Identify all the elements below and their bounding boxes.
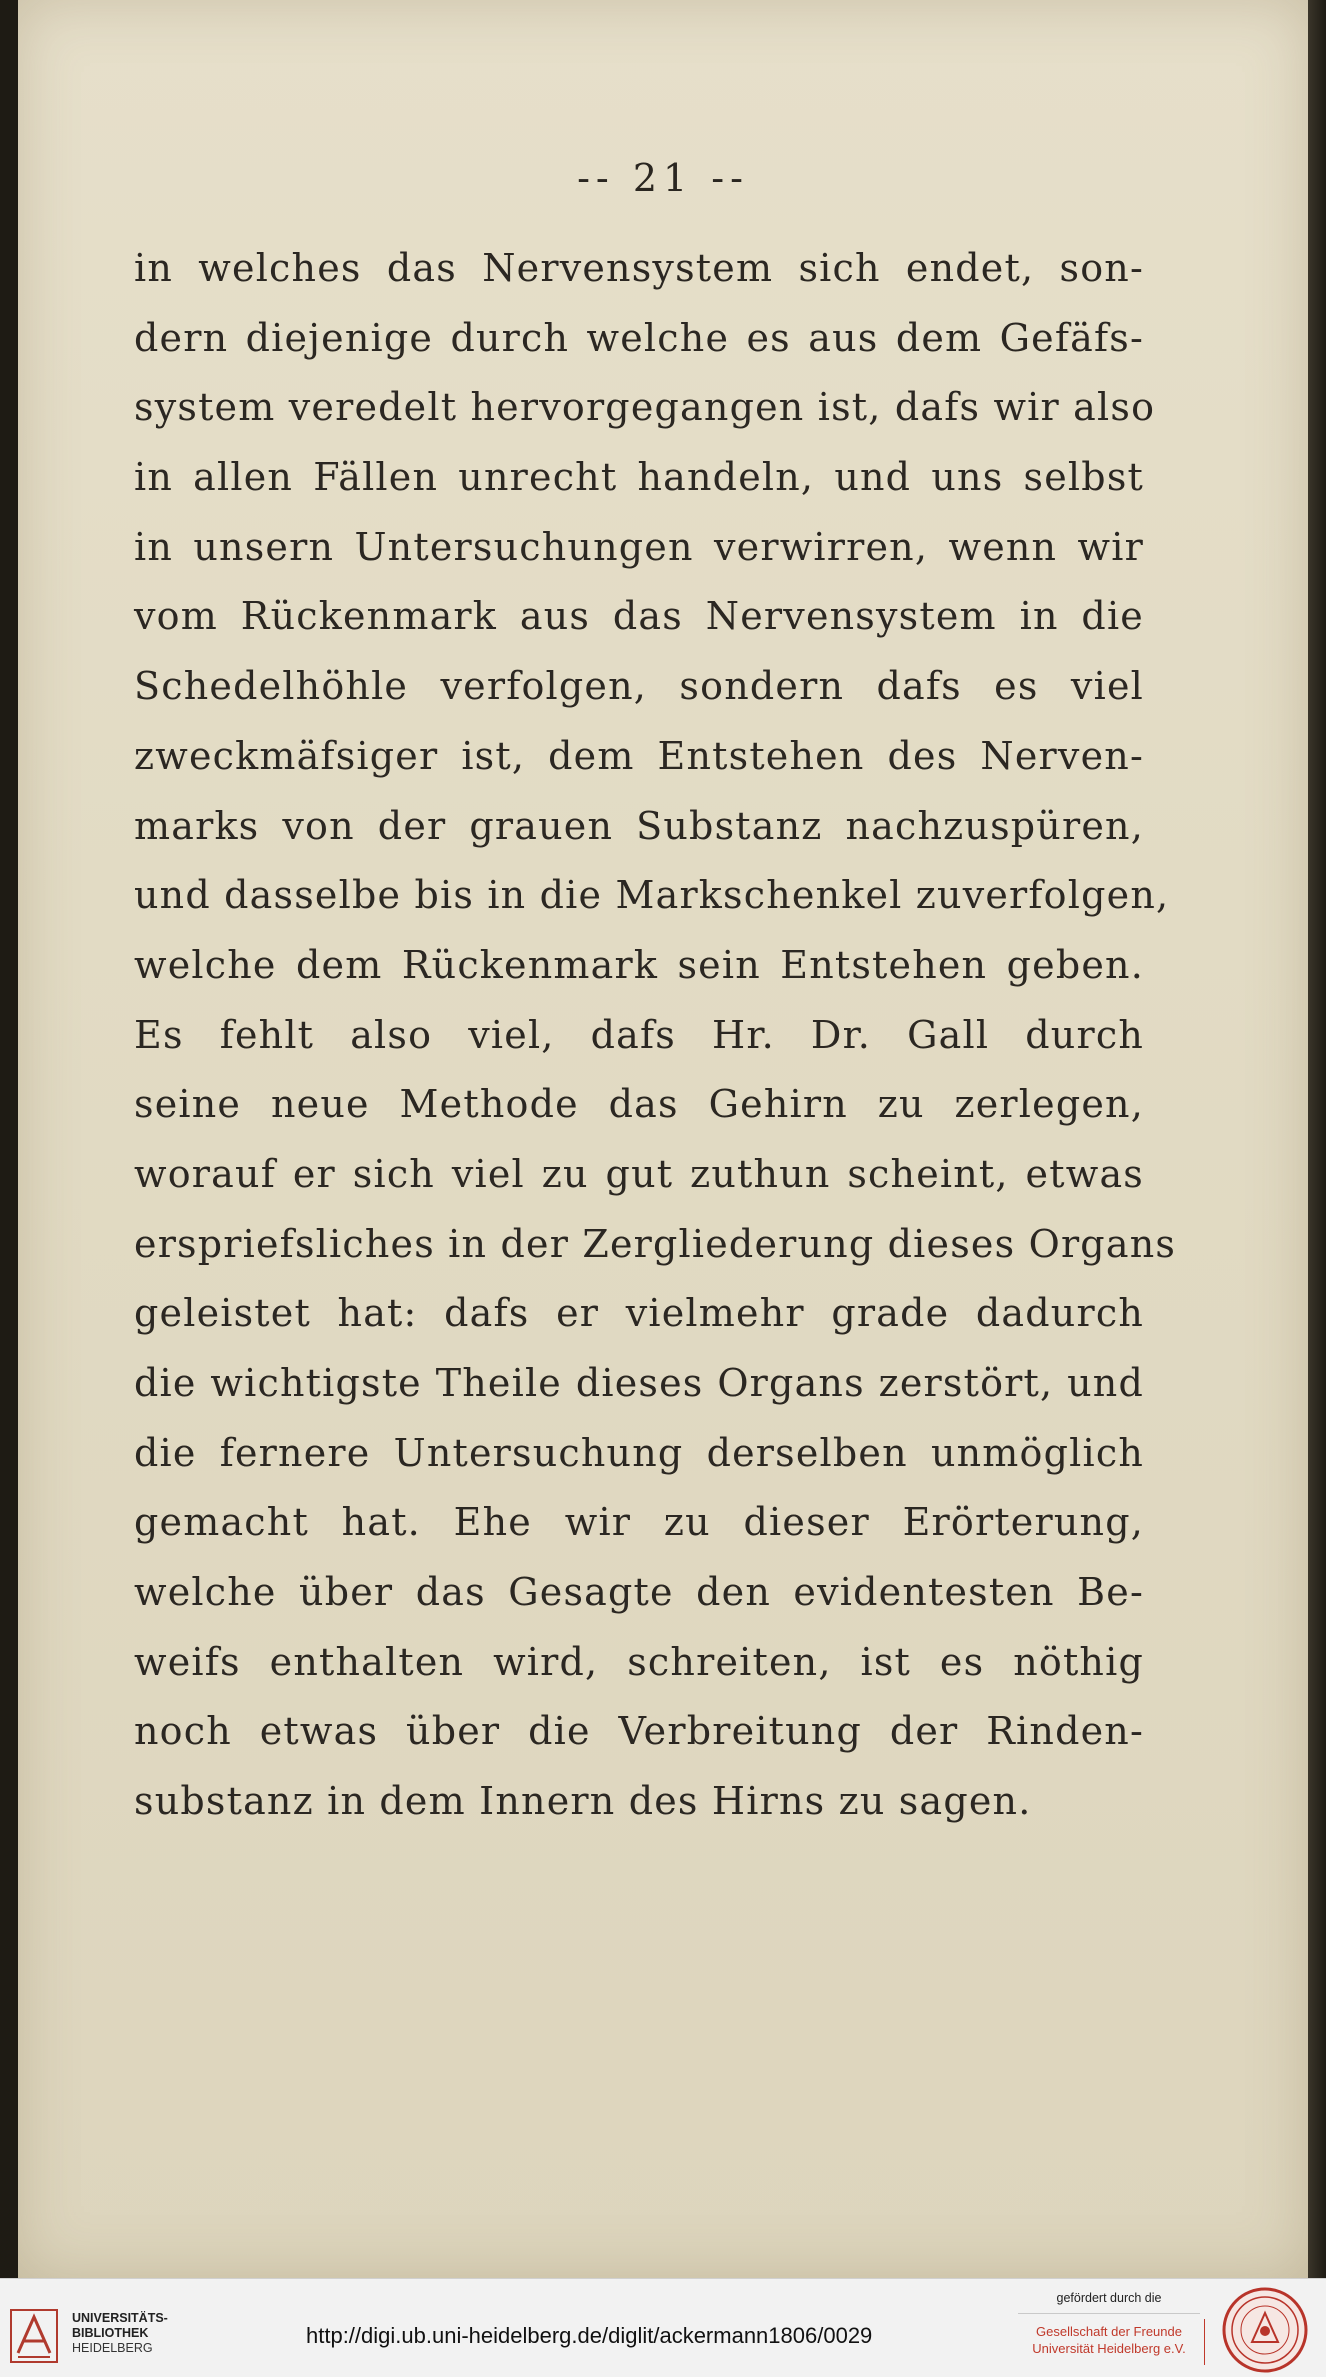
library-line: UNIVERSITÄTS- bbox=[72, 2311, 168, 2325]
text-line: dern diejenige durch welche es aus dem Gefäfs- bbox=[134, 315, 1144, 360]
text-line: in unsern Untersuchungen verwirren, wenn wir bbox=[134, 524, 1144, 569]
text-line: welche dem Rückenmark sein Entstehen geben. bbox=[134, 942, 1144, 987]
text-line: system veredelt hervorgegangen ist, dafs wir also bbox=[134, 385, 1156, 430]
library-line: HEIDELBERG bbox=[72, 2341, 153, 2355]
divider bbox=[1204, 2319, 1205, 2365]
divider bbox=[1018, 2313, 1200, 2314]
text-line: die fernere Untersuchung derselben unmöglich bbox=[134, 1430, 1144, 1475]
permalink-url[interactable]: http://digi.ub.uni-heidelberg.de/diglit/ackermann1806/0029 bbox=[306, 2323, 873, 2348]
text-line: geleistet hat: dafs er vielmehr grade dadurch bbox=[134, 1291, 1144, 1336]
text-line: substanz in dem Innern des Hirns zu sagen. bbox=[134, 1779, 1032, 1824]
text-line: marks von der grauen Substanz nachzuspüren, bbox=[134, 803, 1144, 848]
text-line: die wichtigste Theile dieses Organs zerstört, und bbox=[134, 1361, 1144, 1405]
funder-name[interactable] bbox=[1020, 2323, 1198, 2357]
library-line: BIBLIOTHEK bbox=[72, 2326, 149, 2340]
text-line: seine neue Methode das Gehirn zu zerlegen, bbox=[134, 1082, 1144, 1127]
funder-line: Gesellschaft der Freunde bbox=[1036, 2324, 1182, 2339]
page-number: -- 21 -- bbox=[577, 156, 749, 200]
text-line: zweckmäfsiger ist, dem Entstehen des Nerven- bbox=[134, 733, 1144, 778]
scanned-page bbox=[18, 0, 1308, 2278]
university-seal-icon bbox=[1222, 2287, 1308, 2373]
ub-logo-icon bbox=[10, 2309, 58, 2363]
text-line: weifs enthalten wird, schreiten, ist es nöthig bbox=[134, 1639, 1144, 1684]
funded-by-label: gefördert durch die bbox=[1056, 2291, 1162, 2305]
text-line: Schedelhöhle verfolgen, sondern dafs es viel bbox=[134, 664, 1144, 709]
text-line: erspriefsliches in der Zergliederung dieses Organs bbox=[134, 1221, 1177, 1266]
text-line: worauf er sich viel zu gut zuthun scheint, etwas bbox=[134, 1151, 1144, 1196]
text-line: und dasselbe bis in die Markschenkel zuverfolgen, bbox=[134, 873, 1170, 918]
funder-line: Universität Heidelberg e.V. bbox=[1032, 2341, 1186, 2356]
text-line: in welches das Nervensystem sich endet, son- bbox=[134, 246, 1144, 290]
text-line: gemacht hat. Ehe wir zu dieser Erörterung, bbox=[134, 1500, 1144, 1545]
text-line: in allen Fällen unrecht handeln, und uns selbst bbox=[134, 455, 1144, 500]
text-line: welche über das Gesagte den evidentesten Be- bbox=[134, 1570, 1144, 1615]
text-line: noch etwas über die Verbreitung der Rinden- bbox=[134, 1709, 1144, 1754]
body-text bbox=[134, 234, 1177, 1837]
text-line: vom Rückenmark aus das Nervensystem in die bbox=[134, 594, 1144, 639]
library-name bbox=[72, 2311, 168, 2356]
footer-bar bbox=[0, 2278, 1326, 2377]
text-line: Es fehlt also viel, dafs Hr. Dr. Gall durch bbox=[134, 1012, 1144, 1057]
page-edge bbox=[1308, 0, 1326, 2278]
